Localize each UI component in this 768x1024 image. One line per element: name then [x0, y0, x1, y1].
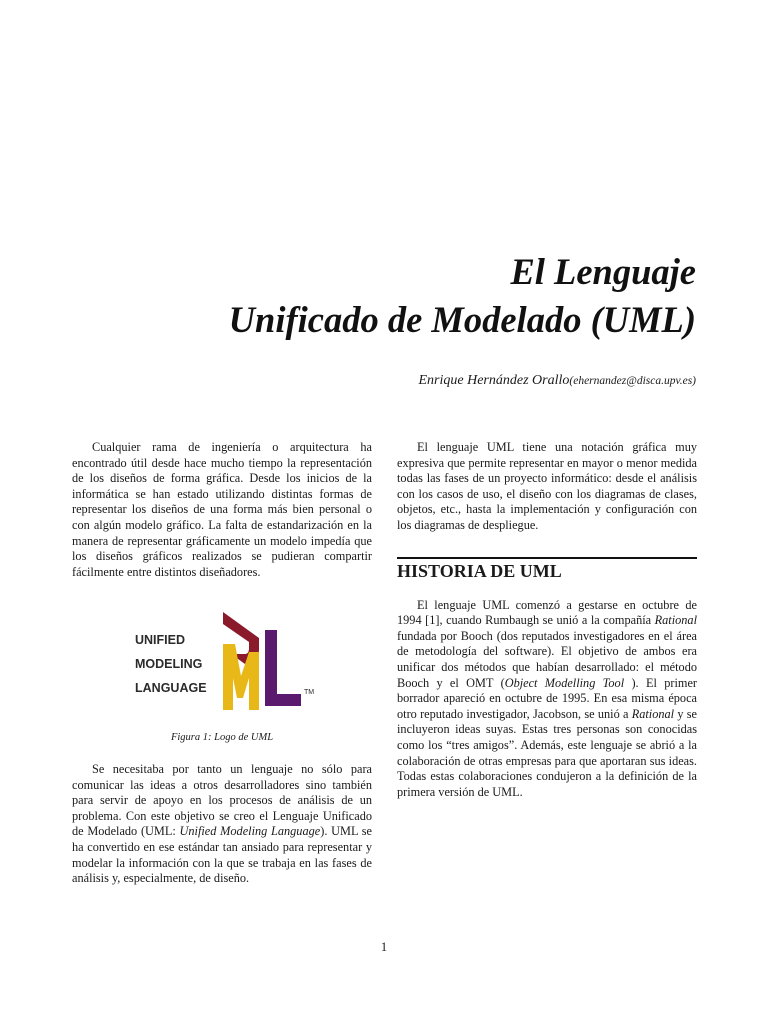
- page-number: 1: [380, 940, 388, 954]
- title-line-1: El Lenguaje: [510, 251, 696, 292]
- logo-text-modeling: MODELING: [135, 657, 203, 672]
- uml-purpose-italic: Unified Modeling Language: [179, 824, 321, 839]
- notation-paragraph: El lenguaje UML tiene una notación gráfica muy expresiva que permite representar en mayor o menor medida todas las fases de un proyecto informático: desde el análisis con los casos de uso, el diseño con los diagramas de clases, objetos, etc., hasta la implementación y configuración con los diagramas de despliegue.: [397, 440, 697, 532]
- figure-caption: Figura 1: Logo de UML: [170, 732, 274, 744]
- history-text-3: ). El primer borrador apareció en octubre de 1995. En esa misma época otro reputado investigador, Jacobson, se unió a: [397, 675, 697, 721]
- history-text-4: y se incluyeron ideas suyas. Estas tres personas son conocidas como los “tres amigos”. Además, este lenguaje se abrió a la colaboración de otras empresas para que aportaran sus ideas. Todas estas colaboraciones condujeron a la definición de la primera versión de UML.: [397, 706, 698, 799]
- uml-logo-figure: [72, 602, 372, 720]
- logo-trademark: TM: [304, 689, 315, 697]
- author-line: [419, 373, 697, 389]
- uml-purpose-paragraph: [72, 762, 372, 887]
- uml-purpose-text-1: Se necesitaba por tanto un lenguaje no sólo para comunicar las ideas a otros desarrolladores sino también para servir de apoyo en los procesos de análisis de un problema. Con este objetivo se creo el Lenguaje Unificado de Modelado (UML:: [72, 761, 372, 839]
- left-column: [72, 440, 372, 887]
- logo-text-language: LANGUAGE: [135, 681, 207, 696]
- author-name: Enrique Hernández Orallo: [418, 373, 570, 388]
- history-text-1: El lenguaje UML comenzó a gestarse en octubre de 1994 [1], cuando Rumbaugh se unió a la compañía: [397, 597, 697, 628]
- logo-mark-m: [223, 644, 259, 710]
- logo-text-unified: UNIFIED: [135, 633, 185, 648]
- intro-paragraph: Cualquier rama de ingeniería o arquitectura ha encontrado útil desde hace mucho tiempo la representación de los diseños de forma gráfica. Desde los inicios de la informática se han estado utilizando distintas formas de representar los diseños de una forma más bien personal o con algún modelo gráfico. La falta de estandarización en la manera de representar gráficamente un modelo impedía que los diseños gráficos realizados se pudieran compartir fácilmente entre distintos diseñadores.: [72, 440, 372, 579]
- uml-purpose-text-2: ). UML se ha convertido en ese estándar tan ansiado para representar y modelar la información con la que se trabaja en las fases de análisis y, especialmente, de diseño.: [72, 824, 372, 886]
- right-column: [397, 440, 697, 800]
- history-italic-omt: Object Modelling Tool: [504, 675, 625, 690]
- section-heading-historia: HISTORIA DE UML: [397, 557, 697, 582]
- document-title: [229, 248, 696, 344]
- history-italic-rational-2: Rational: [631, 706, 675, 721]
- title-line-2: Unificado de Modelado (UML): [228, 299, 696, 340]
- logo-mark: [223, 612, 301, 710]
- author-email: (ehernandez@disca.upv.es): [569, 375, 696, 387]
- uml-logo-image: [127, 602, 317, 720]
- history-text-2: fundada por Booch (dos reputados investigadores en el área de metodología del software). El objetivo de ambos era unificar dos métodos que habían desarrollado: el método Booch y el OMT (: [397, 628, 697, 690]
- history-paragraph: [397, 598, 697, 801]
- logo-mark-l: [265, 630, 301, 706]
- history-italic-rational-1: Rational: [654, 613, 697, 628]
